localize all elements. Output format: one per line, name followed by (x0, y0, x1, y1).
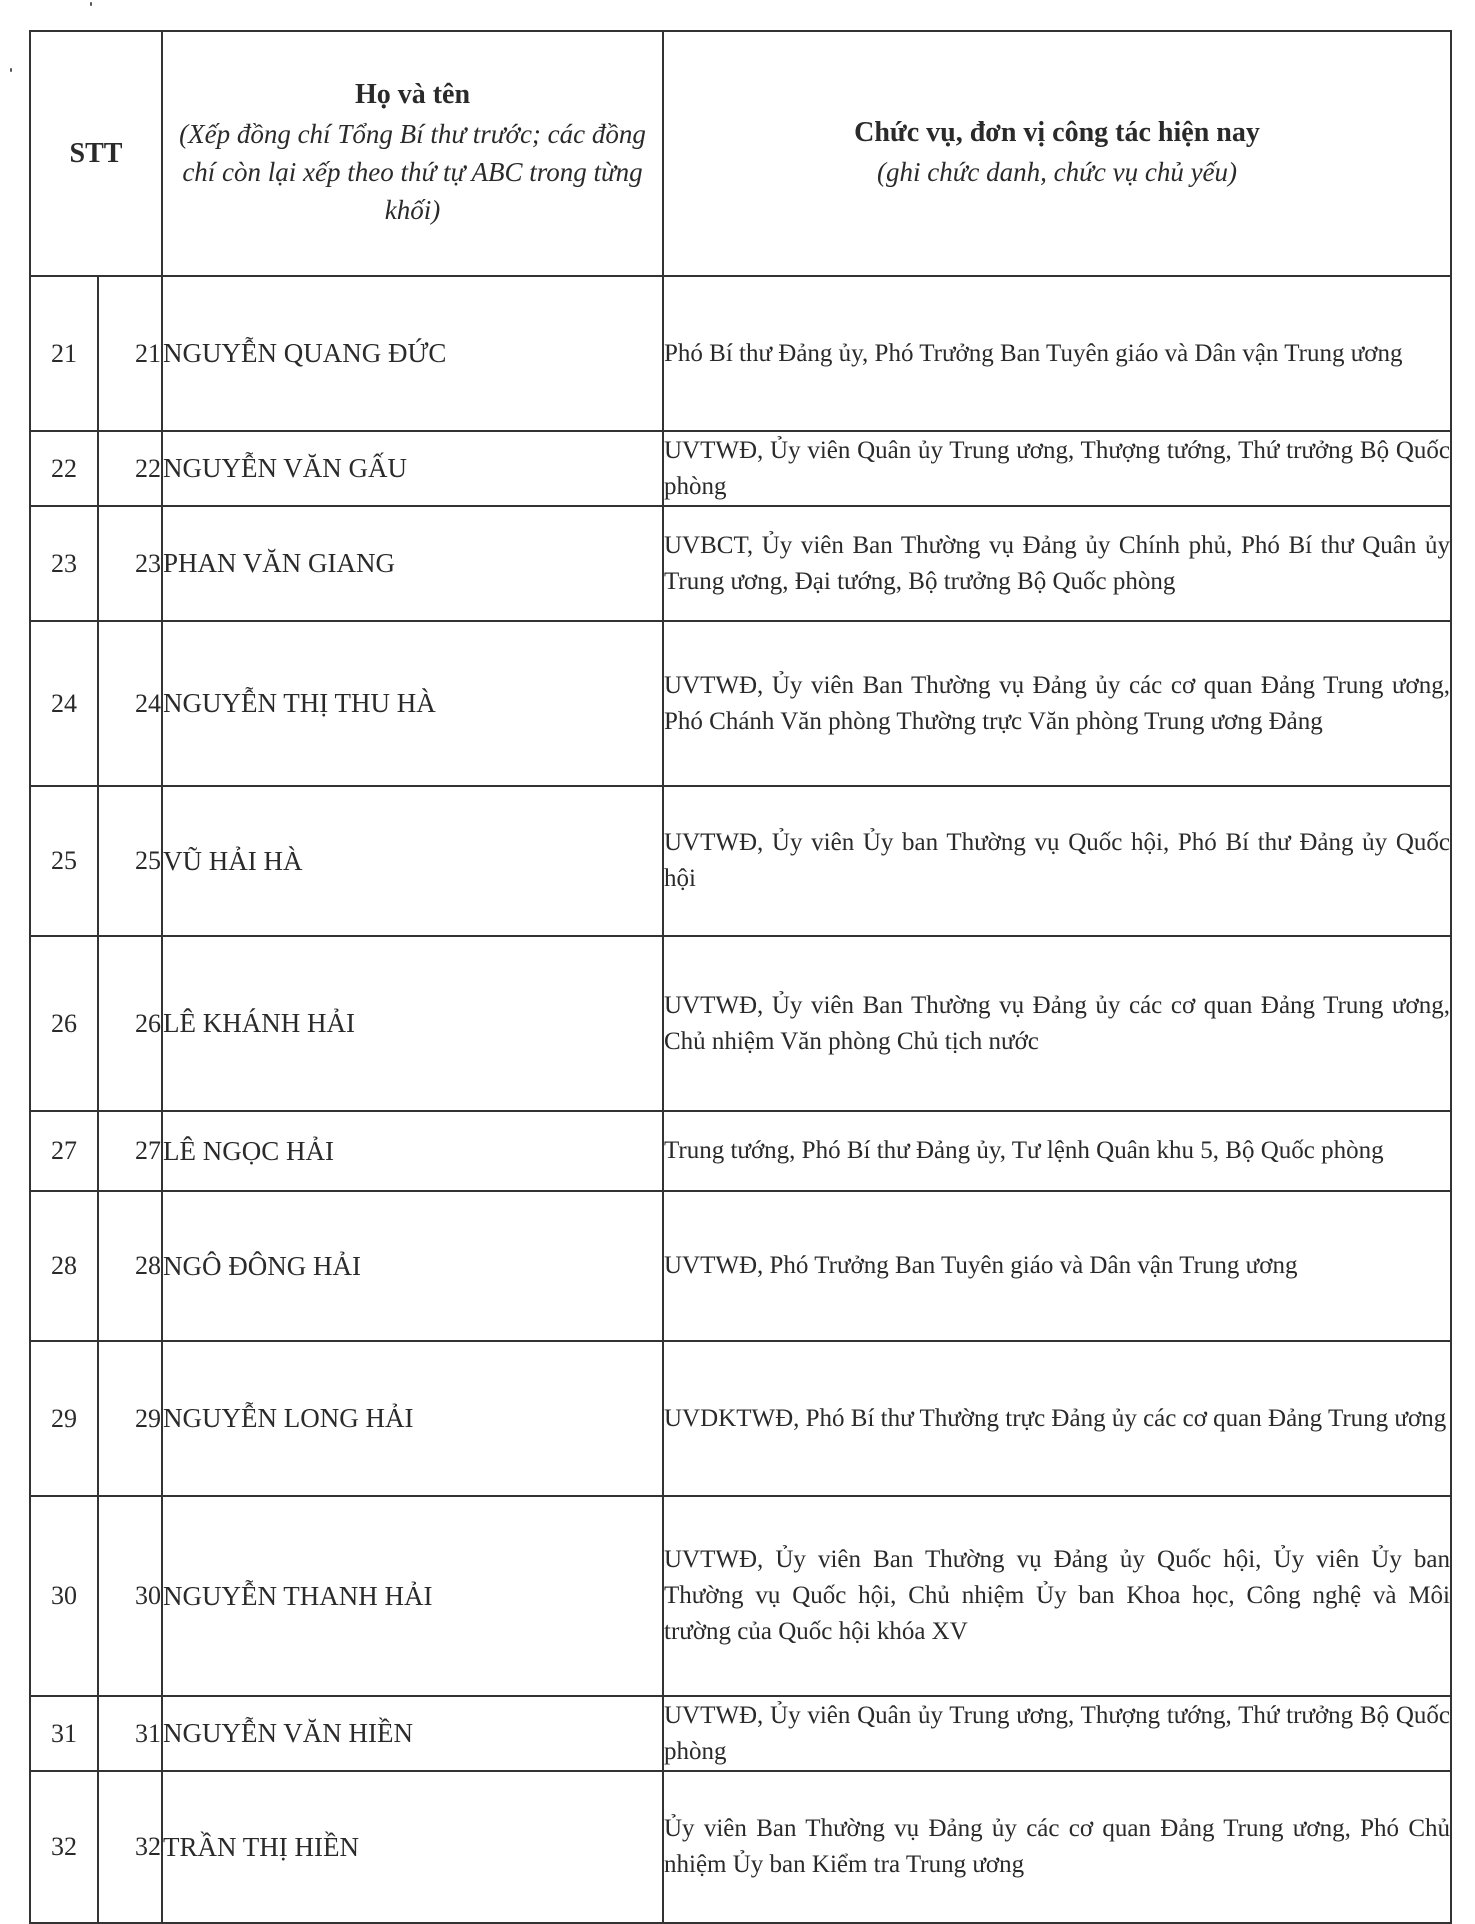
row-position: UVTWĐ, Ủy viên Quân ủy Trung ương, Thượng tướng, Thứ trưởng Bộ Quốc phòng (663, 1696, 1451, 1771)
row-stt-sub: 25 (98, 786, 162, 936)
row-name: NGUYỄN VĂN GẤU (162, 431, 663, 506)
row-stt-sub: 22 (98, 431, 162, 506)
scan-speck (10, 68, 12, 72)
table-row (30, 1496, 1451, 1696)
header-position-note: (ghi chức danh, chức vụ chủ yếu) (876, 156, 1238, 187)
row-stt: 21 (30, 276, 98, 431)
row-stt: 25 (30, 786, 98, 936)
table-row (30, 786, 1451, 936)
row-position: UVTWĐ, Ủy viên Ủy ban Thường vụ Quốc hội, Phó Bí thư Đảng ủy Quốc hội (663, 786, 1451, 936)
row-stt-sub: 27 (98, 1111, 162, 1191)
header-name (162, 31, 663, 276)
row-stt: 29 (30, 1341, 98, 1496)
row-stt: 30 (30, 1496, 98, 1696)
row-name: NGUYỄN LONG HẢI (162, 1341, 663, 1496)
row-position: UVTWĐ, Ủy viên Ban Thường vụ Đảng ủy Quốc hội, Ủy viên Ủy ban Thường vụ Quốc hội, Chủ nhiệm Ủy ban Khoa học, Công nghệ và Môi trường của Quốc hội khóa XV (663, 1496, 1451, 1696)
row-stt: 31 (30, 1696, 98, 1771)
row-position: UVTWĐ, Ủy viên Ban Thường vụ Đảng ủy các cơ quan Đảng Trung ương, Chủ nhiệm Văn phòng Chủ tịch nước (663, 936, 1451, 1111)
row-stt: 24 (30, 621, 98, 786)
table-body (30, 276, 1451, 1923)
row-stt-sub: 29 (98, 1341, 162, 1496)
table-row (30, 1696, 1451, 1771)
row-name: LÊ NGỌC HẢI (162, 1111, 663, 1191)
row-name: NGÔ ĐÔNG HẢI (162, 1191, 663, 1341)
table-row (30, 506, 1451, 621)
row-position: UVTWĐ, Ủy viên Ban Thường vụ Đảng ủy các cơ quan Đảng Trung ương, Phó Chánh Văn phòng Thường trực Văn phòng Trung ương Đảng (663, 621, 1451, 786)
table-row (30, 1341, 1451, 1496)
row-name: NGUYỄN THANH HẢI (162, 1496, 663, 1696)
row-name: NGUYỄN QUANG ĐỨC (162, 276, 663, 431)
table-row (30, 1771, 1451, 1923)
header-position (663, 31, 1451, 276)
row-position: UVTWĐ, Phó Trưởng Ban Tuyên giáo và Dân vận Trung ương (663, 1191, 1451, 1341)
row-position: Phó Bí thư Đảng ủy, Phó Trưởng Ban Tuyên giáo và Dân vận Trung ương (663, 276, 1451, 431)
table-row (30, 431, 1451, 506)
header-stt: STT (30, 31, 162, 276)
row-position: Ủy viên Ban Thường vụ Đảng ủy các cơ quan Đảng Trung ương, Phó Chủ nhiệm Ủy ban Kiểm tra Trung ương (663, 1771, 1451, 1923)
header-position-title: Chức vụ, đơn vị công tác hiện nay (854, 116, 1260, 148)
row-name: PHAN VĂN GIANG (162, 506, 663, 621)
table-row (30, 276, 1451, 431)
candidate-table (29, 30, 1452, 1924)
row-position: Trung tướng, Phó Bí thư Đảng ủy, Tư lệnh Quân khu 5, Bộ Quốc phòng (663, 1111, 1451, 1191)
table-row (30, 1191, 1451, 1341)
row-stt: 23 (30, 506, 98, 621)
row-stt-sub: 32 (98, 1771, 162, 1923)
row-stt-sub: 28 (98, 1191, 162, 1341)
table-row (30, 621, 1451, 786)
row-stt-sub: 21 (98, 276, 162, 431)
row-name: TRẦN THỊ HIỀN (162, 1771, 663, 1923)
row-position: UVBCT, Ủy viên Ban Thường vụ Đảng ủy Chính phủ, Phó Bí thư Quân ủy Trung ương, Đại tướng, Bộ trưởng Bộ Quốc phòng (663, 506, 1451, 621)
table-row (30, 936, 1451, 1111)
table-row (30, 1111, 1451, 1191)
row-stt: 26 (30, 936, 98, 1111)
row-position: UVTWĐ, Ủy viên Quân ủy Trung ương, Thượng tướng, Thứ trưởng Bộ Quốc phòng (663, 431, 1451, 506)
row-stt-sub: 26 (98, 936, 162, 1111)
row-name: NGUYỄN VĂN HIỀN (162, 1696, 663, 1771)
row-name: VŨ HẢI HÀ (162, 786, 663, 936)
table-header-row (30, 31, 1451, 276)
header-name-title: Họ và tên (354, 78, 471, 110)
row-stt: 22 (30, 431, 98, 506)
row-stt-sub: 24 (98, 621, 162, 786)
row-name: NGUYỄN THỊ THU HÀ (162, 621, 663, 786)
row-position: UVDKTWĐ, Phó Bí thư Thường trực Đảng ủy các cơ quan Đảng Trung ương (663, 1341, 1451, 1496)
row-stt: 28 (30, 1191, 98, 1341)
scan-speck (90, 2, 92, 6)
row-name: LÊ KHÁNH HẢI (162, 936, 663, 1111)
row-stt-sub: 23 (98, 506, 162, 621)
row-stt: 32 (30, 1771, 98, 1923)
row-stt: 27 (30, 1111, 98, 1191)
row-stt-sub: 30 (98, 1496, 162, 1696)
header-name-note: (Xếp đồng chí Tổng Bí thư trước; các đồng chí còn lại xếp theo thứ tự ABC trong từng khối) (179, 118, 646, 225)
row-stt-sub: 31 (98, 1696, 162, 1771)
